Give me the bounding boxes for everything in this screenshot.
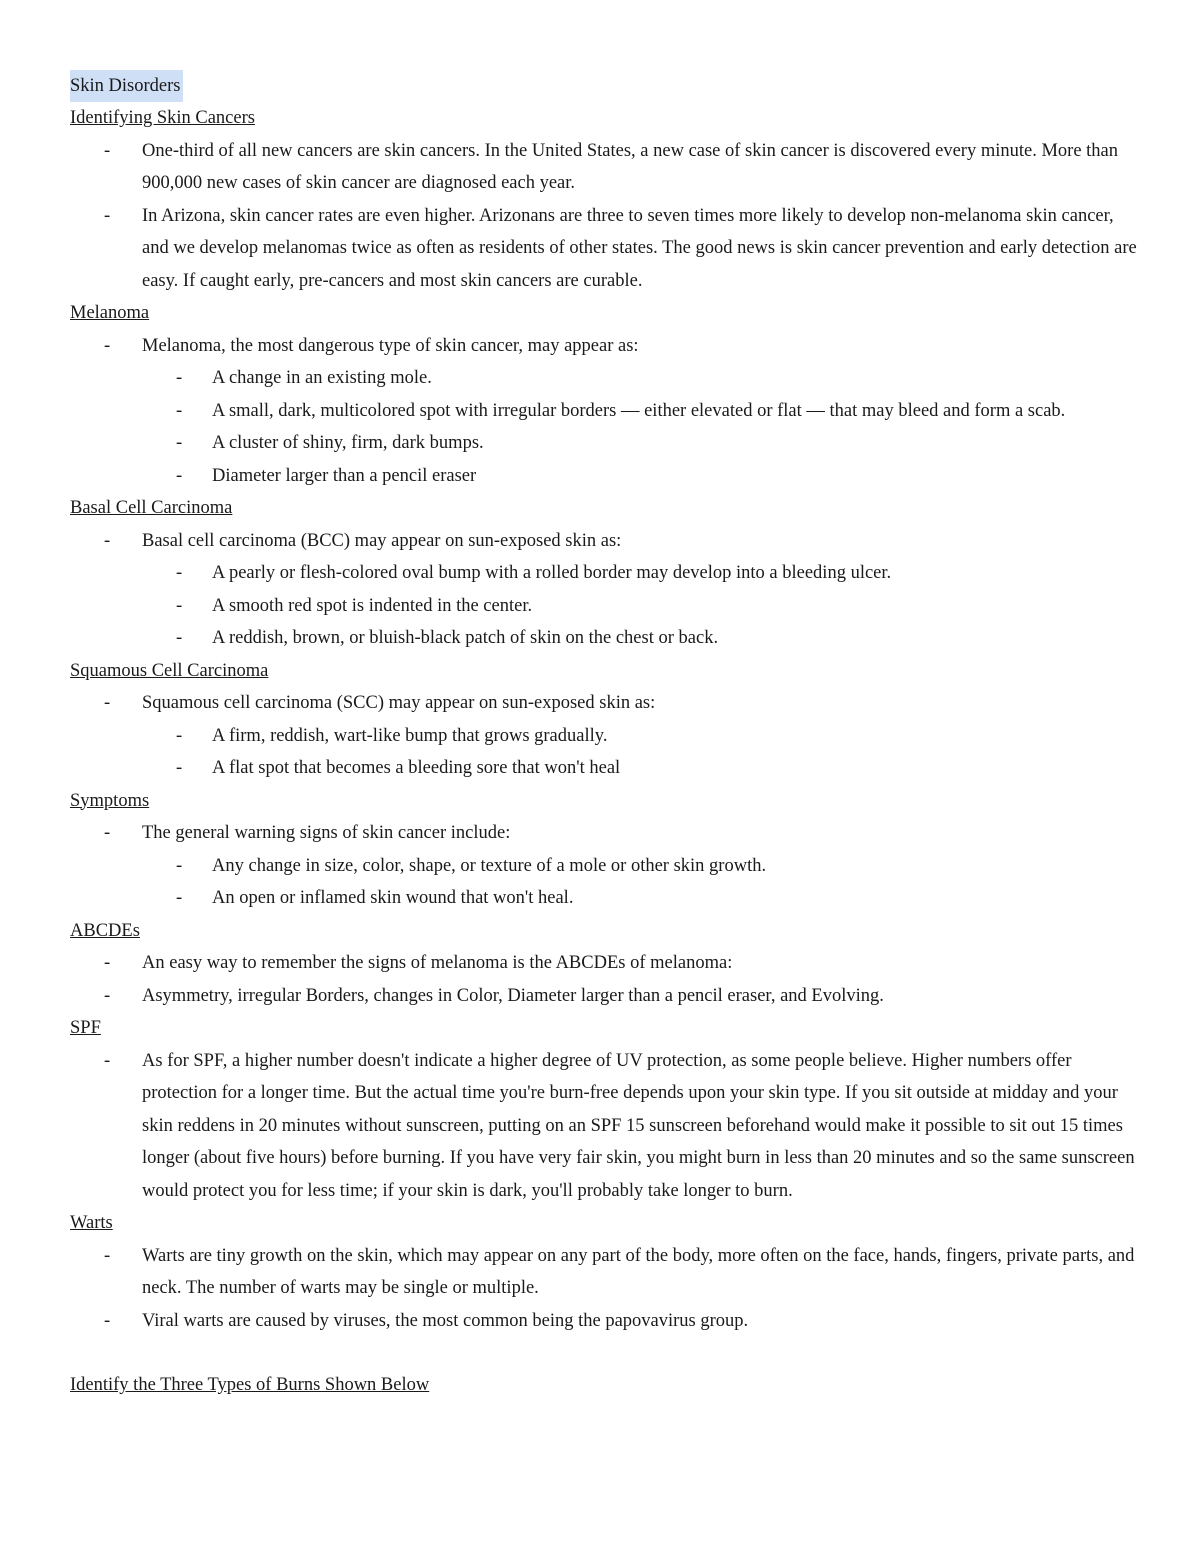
list-item [70,1240,1138,1305]
list-item [70,817,1138,850]
list-item-text: Melanoma, the most dangerous type of skin cancer, may appear as: [142,335,639,356]
sub-list-item [142,460,1138,493]
section-heading: Melanoma [70,303,150,323]
dash-bullet-icon: - [176,888,183,908]
dash-bullet-icon: - [104,1310,111,1331]
list-item [70,687,1138,720]
sub-list-item-text: A cluster of shiny, firm, dark bumps. [212,433,484,453]
dash-bullet-icon: - [104,985,111,1006]
list-item [70,135,1138,200]
sublist-wrapper [70,557,1138,655]
sublist-wrapper [70,850,1138,915]
document-page [70,70,1138,1402]
blank-line [70,1337,1138,1369]
list-item-text: In Arizona, skin cancer rates are even higher. Arizonans are three to seven times more likely to develop non-melanoma skin cancer, and we develop melanomas twice as often as residents of other states. The good news is skin cancer prevention and early detection are easy. If caught early, pre-cancers and most skin cancers are curable. [142,205,1137,291]
sub-list-item-text: A small, dark, multicolored spot with irregular borders — either elevated or flat — that may bleed and form a scab. [212,400,1066,421]
dash-bullet-icon: - [104,530,111,551]
dash-bullet-icon: - [104,693,111,713]
list-item-text: Squamous cell carcinoma (SCC) may appear on sun-exposed skin as: [142,693,656,713]
bullet-list [70,817,1138,915]
list-item-text: As for SPF, a higher number doesn't indicate a higher degree of UV protection, as some people believe. Higher numbers offer protection for a longer time. But the actual time you're burn-free depends upon your skin type. If you sit outside at midday and your skin reddens in 20 minutes without sunscreen, putting on an SPF 15 sunscreen beforehand would make it possible to sit out 15 times longer (about five hours) before burning. If you have very fair skin, you might burn in less than 20 minutes and so the same sunscreen would protect you for less time; if your skin is dark, you'll probably take longer to burn. [142,1050,1135,1201]
dash-bullet-icon: - [176,855,183,876]
bullet-list [70,525,1138,655]
sub-bullet-list [70,850,1138,915]
sub-list-item-text: A reddish, brown, or bluish-black patch of skin on the chest or back. [212,628,719,648]
dash-bullet-icon: - [176,465,183,486]
sub-list-item-text: A smooth red spot is indented in the center. [212,595,533,616]
sub-bullet-list [70,720,1138,785]
sub-list-item-text: A firm, reddish, wart-like bump that grows gradually. [212,725,608,746]
sub-list-item [142,590,1138,623]
list-item-text: The general warning signs of skin cancer include: [142,823,511,843]
dash-bullet-icon: - [176,595,183,616]
dash-bullet-icon: - [104,140,111,161]
sub-list-item-text: An open or inflamed skin wound that won't heal. [212,888,574,908]
sub-list-item [142,882,1138,915]
dash-bullet-icon: - [104,205,111,226]
sub-list-item [142,557,1138,590]
list-item-text: Basal cell carcinoma (BCC) may appear on sun-exposed skin as: [142,530,622,551]
sub-list-item [142,427,1138,460]
dash-bullet-icon: - [104,335,111,356]
sub-list-item-text: A flat spot that becomes a bleeding sore that won't heal [212,758,621,778]
burns-heading: Identify the Three Types of Burns Shown Below [70,1375,430,1395]
sublist-wrapper [70,362,1138,492]
section-heading: SPF [70,1018,101,1038]
section-heading: Identifying Skin Cancers [70,108,255,128]
list-item-text: An easy way to remember the signs of melanoma is the ABCDEs of melanoma: [142,953,733,973]
sub-list-item-text: A pearly or flesh-colored oval bump with a rolled border may develop into a bleeding ulcer. [212,563,892,583]
dash-bullet-icon: - [176,433,183,453]
dash-bullet-icon: - [104,823,111,843]
sub-list-item [142,395,1138,428]
dash-bullet-icon: - [176,563,183,583]
sub-list-item-text: A change in an existing mole. [212,368,432,388]
section-heading: Basal Cell Carcinoma [70,498,233,518]
list-item-text: Asymmetry, irregular Borders, changes in Color, Diameter larger than a pencil eraser, and Evolving. [142,985,884,1006]
list-item [70,525,1138,558]
dash-bullet-icon: - [176,400,183,421]
section-heading: ABCDEs [70,920,140,941]
list-item [70,947,1138,980]
sub-bullet-list [70,362,1138,492]
bullet-list [70,947,1138,1012]
list-item [70,1305,1138,1338]
list-item [70,200,1138,298]
dash-bullet-icon: - [176,758,183,778]
dash-bullet-icon: - [176,628,183,648]
bullet-list [70,135,1138,298]
sub-list-item [142,362,1138,395]
list-item-text: One-third of all new cancers are skin cancers. In the United States, a new case of skin cancer is discovered every minute. More than 900,000 new cases of skin cancer are diagnosed each year. [142,140,1119,193]
section-heading: Warts [70,1213,113,1233]
sub-list-item [142,622,1138,655]
sub-list-item [142,850,1138,883]
bullet-list [70,1045,1138,1208]
list-item-text: Viral warts are caused by viruses, the most common being the papovavirus group. [142,1310,749,1331]
list-item-text: Warts are tiny growth on the skin, which may appear on any part of the body, more often on the face, hands, fingers, private parts, and neck. The number of warts may be single or multiple. [142,1245,1135,1298]
dash-bullet-icon: - [104,953,111,973]
list-item [70,1045,1138,1208]
dash-bullet-icon: - [104,1050,111,1071]
sublist-wrapper [70,720,1138,785]
bullet-list [70,330,1138,493]
list-item [70,980,1138,1013]
document-title: Skin Disorders [70,70,183,102]
section-heading: Squamous Cell Carcinoma [70,660,269,681]
sub-list-item [142,752,1138,785]
sub-bullet-list [70,557,1138,655]
dash-bullet-icon: - [104,1245,111,1266]
bullet-list [70,687,1138,785]
document-title-line [70,70,1138,102]
sub-list-item [142,720,1138,753]
sections-container [70,102,1138,1337]
dash-bullet-icon: - [176,368,183,388]
list-item [70,330,1138,363]
section-heading: Symptoms [70,790,150,811]
sub-list-item-text: Any change in size, color, shape, or texture of a mole or other skin growth. [212,855,767,876]
bullet-list [70,1240,1138,1338]
sub-list-item-text: Diameter larger than a pencil eraser [212,465,477,486]
dash-bullet-icon: - [176,725,183,746]
